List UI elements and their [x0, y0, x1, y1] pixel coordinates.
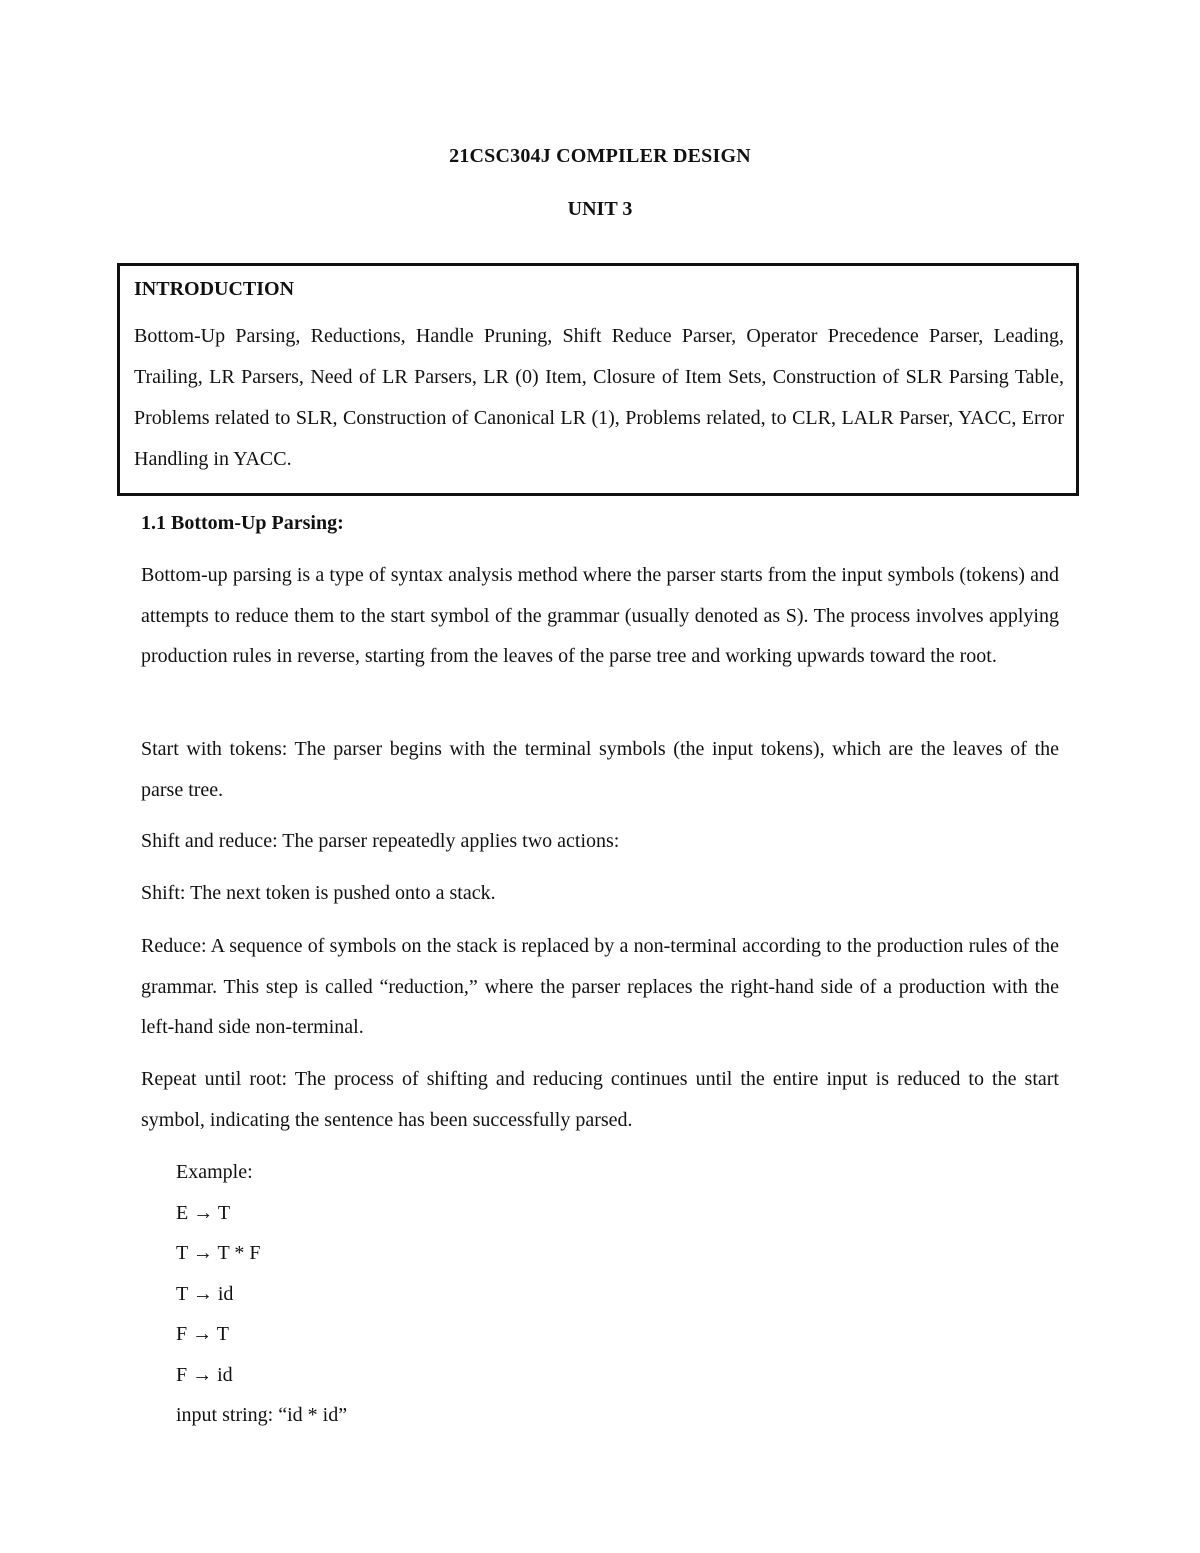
production-rule: F → id	[176, 1363, 233, 1386]
input-string: input string: “id * id”	[176, 1404, 348, 1426]
introduction-box	[117, 263, 1079, 496]
example-block	[176, 1152, 347, 1436]
paragraph-reduce: Reduce: A sequence of symbols on the stack is replaced by a non-terminal according to the production rules of the grammar. This step is called “reduction,” where the parser replaces the right-hand side of a production with the left-hand side non-terminal.	[141, 935, 1059, 1038]
section-heading: 1.1 Bottom-Up Parsing:	[141, 512, 344, 534]
course-title: 21CSC304J COMPILER DESIGN	[449, 145, 751, 167]
production-rule: T → T * F	[176, 1242, 261, 1264]
unit-title: UNIT 3	[567, 198, 633, 220]
example-label: Example:	[176, 1161, 253, 1183]
paragraph-start-with-tokens: Start with tokens: The parser begins with the terminal symbols (the input tokens), which are the leaves of the parse tree.	[141, 738, 1059, 801]
paragraph-repeat-until-root: Repeat until root: The process of shifting and reducing continues until the entire input is reduced to the start symbol, indicating the sentence has been successfully parsed.	[141, 1068, 1059, 1131]
paragraph-shift-and-reduce: Shift and reduce: The parser repeatedly applies two actions:	[141, 830, 620, 852]
introduction-heading: INTRODUCTION	[134, 278, 295, 300]
production-rule: T → id	[176, 1282, 234, 1305]
production-rule: F → T	[176, 1323, 229, 1345]
paragraph-bottom-up-definition: Bottom-up parsing is a type of syntax analysis method where the parser starts from the input symbols (tokens) and attempts to reduce them to the start symbol of the grammar (usually denoted as S). The process involves applying production rules in reverse, starting from the leaves of the parse tree and working upwards toward the root.	[141, 564, 1059, 667]
introduction-text: Bottom-Up Parsing, Reductions, Handle Pruning, Shift Reduce Parser, Operator Precedence Parser, Leading, Trailing, LR Parsers, Need of LR Parsers, LR (0) Item, Closure of Item Sets, Construction of SLR Parsing Table, Problems related to SLR, Construction of Canonical LR (1), Problems related, to CLR, LALR Parser, YACC, Error Handling in YACC.	[134, 325, 1064, 470]
paragraph-shift: Shift: The next token is pushed onto a stack.	[141, 882, 496, 904]
production-rule: E → T	[176, 1201, 231, 1224]
